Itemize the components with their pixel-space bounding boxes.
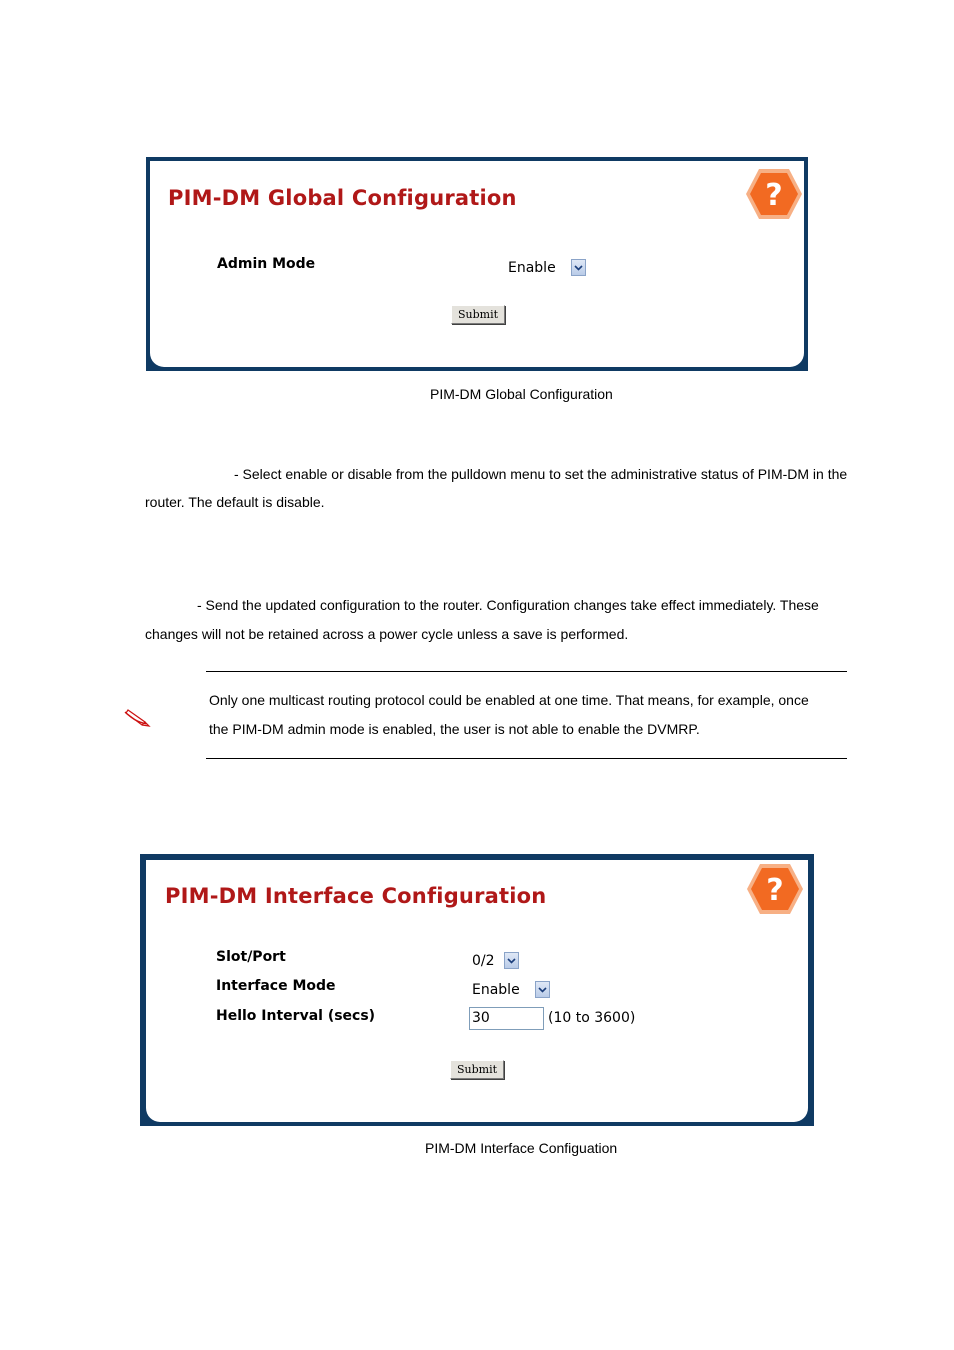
submit-description-line1: - Send the updated configuration to the router. Configuration changes take effect immediately. These <box>197 597 819 613</box>
chevron-down-icon[interactable] <box>571 259 586 276</box>
chevron-down-icon[interactable] <box>504 952 519 969</box>
global-config-panel-body <box>150 161 804 367</box>
global-submit-button[interactable]: Submit <box>451 305 505 324</box>
admin-mode-select[interactable] <box>508 258 590 278</box>
submit-description-line2: changes will not be retained across a power cycle unless a save is performed. <box>145 626 629 642</box>
interface-mode-select[interactable] <box>472 980 552 1000</box>
slot-port-select[interactable] <box>472 951 520 971</box>
interface-submit-button[interactable]: Submit <box>450 1060 504 1079</box>
global-config-title: PIM-DM Global Configuration <box>168 186 517 210</box>
note-bottom-rule <box>206 758 847 759</box>
note-pencil-icon <box>123 708 151 728</box>
interface-config-panel-body <box>146 860 808 1122</box>
interface-mode-label: Interface Mode <box>216 978 336 994</box>
svg-text:?: ? <box>765 178 783 213</box>
note-line2: the PIM-DM admin mode is enabled, the user is not able to enable the DVMRP. <box>209 721 700 737</box>
admin-mode-description-line1: - Select enable or disable from the pulldown menu to set the administrative status of PIM-DM in the <box>234 466 848 482</box>
slot-port-value: 0/2 <box>472 953 495 969</box>
interface-config-title: PIM-DM Interface Configuration <box>165 884 547 908</box>
interface-config-caption: PIM-DM Interface Configuation <box>425 1140 618 1156</box>
admin-mode-value: Enable <box>508 260 556 276</box>
note-line1: Only one multicast routing protocol could be enabled at one time. That means, for example, once <box>209 692 809 708</box>
hello-interval-label: Hello Interval (secs) <box>216 1008 376 1024</box>
interface-config-panel <box>140 854 814 1126</box>
svg-text:?: ? <box>766 873 784 908</box>
slot-port-label: Slot/Port <box>216 949 286 965</box>
global-config-panel <box>146 157 808 371</box>
admin-mode-label: Admin Mode <box>217 256 316 272</box>
note-top-rule <box>206 671 847 672</box>
hello-interval-input[interactable]: 30 <box>469 1007 544 1030</box>
help-icon[interactable] <box>745 862 805 916</box>
global-config-caption: PIM-DM Global Configuration <box>430 386 613 402</box>
chevron-down-icon[interactable] <box>535 981 550 998</box>
interface-mode-value: Enable <box>472 982 520 998</box>
help-icon[interactable] <box>744 167 804 221</box>
hello-interval-range-hint: (10 to 3600) <box>548 1010 636 1026</box>
admin-mode-description-line2: router. The default is disable. <box>145 494 325 510</box>
